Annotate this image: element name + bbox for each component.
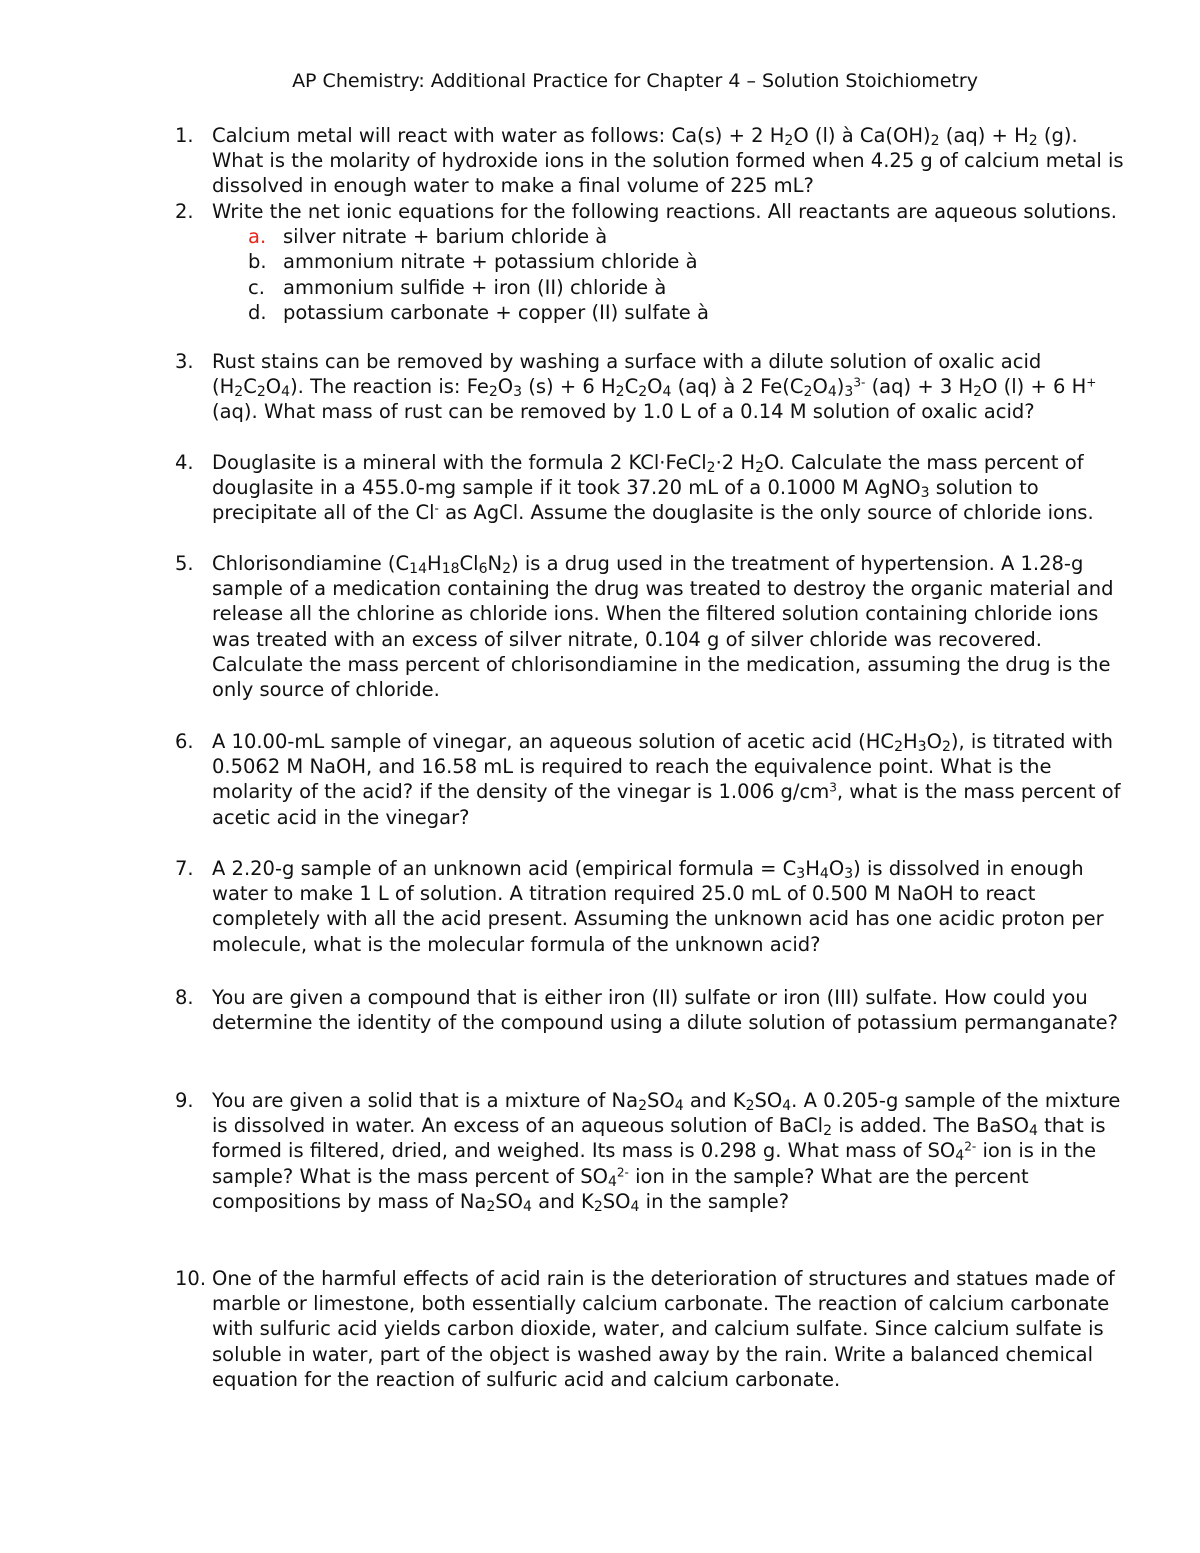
question-text	[175, 1088, 1135, 1214]
question-5	[175, 551, 1135, 702]
text-run: (g). What is the molarity of hydroxide ions in the solution formed when 4.25 g of calcium metal is dissolved in enough water to make a final volume of 225 mL?	[212, 124, 1124, 198]
text-run: O	[812, 375, 828, 399]
question-1	[175, 123, 1135, 199]
text-run: . A 0.205-g sample of the mixture is dissolved in water. An excess of an aqueous solution of BaCl	[212, 1089, 1121, 1138]
subscript: 2	[486, 1198, 496, 1215]
subscript: 2	[706, 460, 716, 477]
question-9	[175, 1088, 1135, 1214]
text-run: (aq) + 3 H	[865, 375, 974, 399]
text-run: ). The reaction is: Fe	[290, 375, 489, 399]
subscript: 2	[488, 384, 498, 401]
subscript: 3	[844, 866, 854, 883]
question-text	[175, 985, 1135, 1035]
question-number: 4.	[175, 451, 194, 474]
sub-item-text: potassium carbonate + copper (II) sulfate à	[283, 300, 709, 324]
superscript: 2-	[964, 1139, 977, 1154]
subscript: 3	[796, 866, 806, 883]
text-run: You are given a solid that is a mixture of Na	[212, 1089, 639, 1112]
question-text	[175, 856, 1135, 957]
text-run: C	[624, 375, 639, 399]
sub-item-text: ammonium sulfide + iron (II) chloride à	[283, 275, 667, 299]
question-4	[175, 450, 1135, 526]
text-run: O	[497, 375, 514, 399]
question-number: 10.	[175, 1267, 207, 1290]
text-run: (s) + 6 H	[522, 375, 616, 399]
superscript: +	[1086, 375, 1097, 390]
text-run: solution to precipitate all of the Cl	[212, 476, 1039, 525]
question-number: 3.	[175, 350, 194, 373]
text-run: H	[903, 730, 918, 753]
subscript: 2	[1028, 133, 1038, 150]
text-run: O (l) + 6 H	[982, 375, 1087, 399]
text-run: ion is in the sample? What is the mass percent of SO	[212, 1139, 1097, 1188]
text-run: O	[926, 730, 942, 753]
question-number: 8.	[175, 986, 194, 1009]
text-run: SO	[754, 1089, 783, 1112]
subscript: 2	[745, 1098, 755, 1115]
subscript: 2	[941, 739, 951, 756]
subscript: 3	[917, 739, 927, 756]
text-run: H	[805, 857, 820, 880]
text-run: You are given a compound that is either iron (II) sulfate or iron (III) sulfate. How could you determine the identity of the compound using a dilute solution of potassium permanganate?	[212, 986, 1118, 1035]
text-run: SO	[647, 1089, 675, 1112]
subscript: 2	[803, 384, 813, 401]
text-run: ), is titrated with 0.5062 M NaOH, and 16.58 mL is required to reach the equivalence point. What is the molarity of the acid? if the density of the vinegar is 1.006 g/cm	[212, 730, 1113, 804]
text-run: as AgCl. Assume the douglasite is the only source of chloride ions.	[438, 501, 1094, 525]
text-run: and K	[531, 1189, 594, 1213]
text-run: C	[243, 375, 257, 399]
subscript: 4	[782, 1098, 792, 1115]
text-run: SO	[495, 1189, 524, 1213]
subscript: 2	[638, 384, 648, 401]
text-run: N	[487, 552, 503, 575]
text-run: is added. The BaSO	[832, 1114, 1030, 1138]
subscript: 2	[502, 561, 512, 578]
subscript: 6	[478, 561, 488, 578]
text-run: ) is dissolved in enough water to make 1 L of solution. A titration required 25.0 mL of 0.500 M NaOH to react completely with all the acid present. Assuming the unknown acid has one acidic proton per molecule, what is the molecular formula of the unknown acid?	[212, 857, 1104, 956]
subscript: 4	[955, 1148, 965, 1165]
question-number: 9.	[175, 1089, 194, 1112]
subscript: 2	[894, 739, 903, 756]
superscript: 3	[829, 780, 837, 795]
sub-item	[175, 275, 1135, 300]
text-run: H	[427, 552, 442, 575]
text-run: and K	[683, 1089, 746, 1112]
text-run: ·2 H	[715, 451, 756, 474]
text-run: Cl	[459, 552, 479, 575]
text-run: A 2.20-g sample of an unknown acid (empirical formula = C	[212, 857, 797, 880]
text-run: )	[836, 375, 845, 399]
question-text	[175, 729, 1135, 830]
sub-item	[175, 224, 1135, 249]
text-run: SO	[602, 1189, 631, 1213]
text-run: ) is a drug used in the treatment of hypertension. A 1.28-g sample of a medication containing the drug was treated to destroy the organic material and release all the chlorine as chloride ions. When the filtered solution containing chloride ions was treated with an excess of silver nitrate, 0.104 g of silver chloride was recovered. Calculate the mass percent of chlorisondiamine in the medication, assuming the drug is the only source of chloride.	[212, 552, 1114, 702]
text-run: (aq). What mass of rust can be removed by 1.0 L of a 0.14 M solution of oxalic acid?	[212, 400, 1035, 424]
text-run: Calcium metal will react with water as follows: Ca(s) + 2 H	[212, 124, 785, 147]
text-run: , what is the mass percent of acetic acid in the vinegar?	[212, 780, 1121, 829]
subscript: 2	[638, 1098, 648, 1115]
page-title: AP Chemistry: Additional Practice for Chapter 4 – Solution Stoichiometry	[292, 70, 978, 92]
question-number: 6.	[175, 730, 194, 753]
text-run: (aq) + H	[939, 124, 1029, 147]
question-3	[175, 349, 1135, 425]
question-text	[175, 349, 1135, 425]
text-run: that is formed is filtered, dried, and weighed. Its mass is 0.298 g. What mass of SO	[212, 1114, 1106, 1163]
subscript: 2	[234, 384, 244, 401]
subscript: 4	[827, 384, 837, 401]
question-number: 2.	[175, 200, 194, 223]
sub-item-text: ammonium nitrate + potassium chloride à	[283, 250, 698, 274]
superscript: 2-	[616, 1164, 629, 1179]
question-10	[175, 1266, 1135, 1392]
text-run: O (l) à Ca(OH)	[793, 124, 931, 147]
question-number: 7.	[175, 857, 194, 880]
text-run: One of the harmful effects of acid rain is the deterioration of structures and statues made of marble or limestone, both essentially calcium carbonate. The reaction of calcium carbonate with sulfuric acid yields carbon dioxide, water, and calcium sulfate. Since calcium sulfate is soluble in water, part of the object is washed away by the rain. Write a balanced chemical equation for the reaction of sulfuric acid and calcium carbonate.	[212, 1267, 1115, 1391]
subscript: 3	[513, 384, 523, 401]
question-text	[175, 551, 1135, 702]
text-run: Douglasite is a mineral with the formula 2 KCl·FeCl	[212, 451, 707, 474]
superscript: -	[434, 501, 439, 516]
subscript: 2	[930, 133, 940, 150]
subscript: 2	[973, 384, 983, 401]
subscript: 18	[441, 561, 460, 578]
text-run: A 10.00-mL sample of vinegar, an aqueous solution of acetic acid (HC	[212, 730, 895, 753]
sub-item-letter: b.	[248, 250, 267, 274]
subscript: 2	[755, 460, 764, 477]
question-6	[175, 729, 1135, 830]
sub-item	[175, 249, 1135, 274]
question-text	[175, 450, 1135, 526]
question-2	[175, 199, 1135, 325]
question-8	[175, 985, 1135, 1035]
subscript: 2	[593, 1198, 603, 1215]
superscript: 3-	[853, 375, 866, 390]
subscript: 4	[1029, 1123, 1038, 1140]
subscript: 2	[823, 1123, 833, 1140]
question-text	[175, 199, 1135, 224]
subscript: 4	[523, 1198, 532, 1215]
subscript: 4	[674, 1098, 684, 1115]
text-run: O. Calculate the mass percent of douglasite in a 455.0-mg sample if it took 37.20 mL of a 0.1000 M AgNO	[212, 451, 1084, 500]
question-number: 5.	[175, 552, 194, 575]
text-run: O	[265, 375, 282, 399]
question-7	[175, 856, 1135, 957]
sub-item-text: silver nitrate + barium chloride à	[283, 225, 608, 249]
subscript: 4	[281, 384, 291, 401]
text-run: ion in the sample? What are the percent compositions by mass of Na	[212, 1164, 1029, 1213]
question-text	[175, 123, 1135, 199]
text-run: Rust stains can be removed by washing a surface with a dilute solution of oxalic acid (H	[212, 350, 1042, 399]
text-run: in the sample?	[639, 1189, 790, 1213]
subscript: 2	[615, 384, 625, 401]
question-number: 1.	[175, 124, 194, 147]
subscript: 4	[607, 1173, 617, 1190]
subscript: 3	[920, 485, 930, 502]
subscript: 4	[662, 384, 672, 401]
sub-item-letter: d.	[248, 300, 267, 324]
sub-item-letter: a.	[248, 225, 267, 249]
subscript: 4	[819, 866, 829, 883]
subscript: 4	[630, 1198, 640, 1215]
text-run: O	[828, 857, 845, 880]
sub-item-letter: c.	[248, 275, 265, 299]
text-run: O	[647, 375, 663, 399]
subscript: 2	[784, 133, 794, 150]
question-text	[175, 1266, 1135, 1392]
text-run: Chlorisondiamine (C	[212, 552, 410, 575]
subscript: 2	[256, 384, 266, 401]
subscript: 14	[409, 561, 428, 578]
subscript: 3	[844, 384, 854, 401]
text-run: (aq) à 2 Fe(C	[671, 375, 804, 399]
sub-item	[175, 300, 1135, 325]
text-run: Write the net ionic equations for the following reactions. All reactants are aqueous solutions.	[212, 200, 1117, 223]
